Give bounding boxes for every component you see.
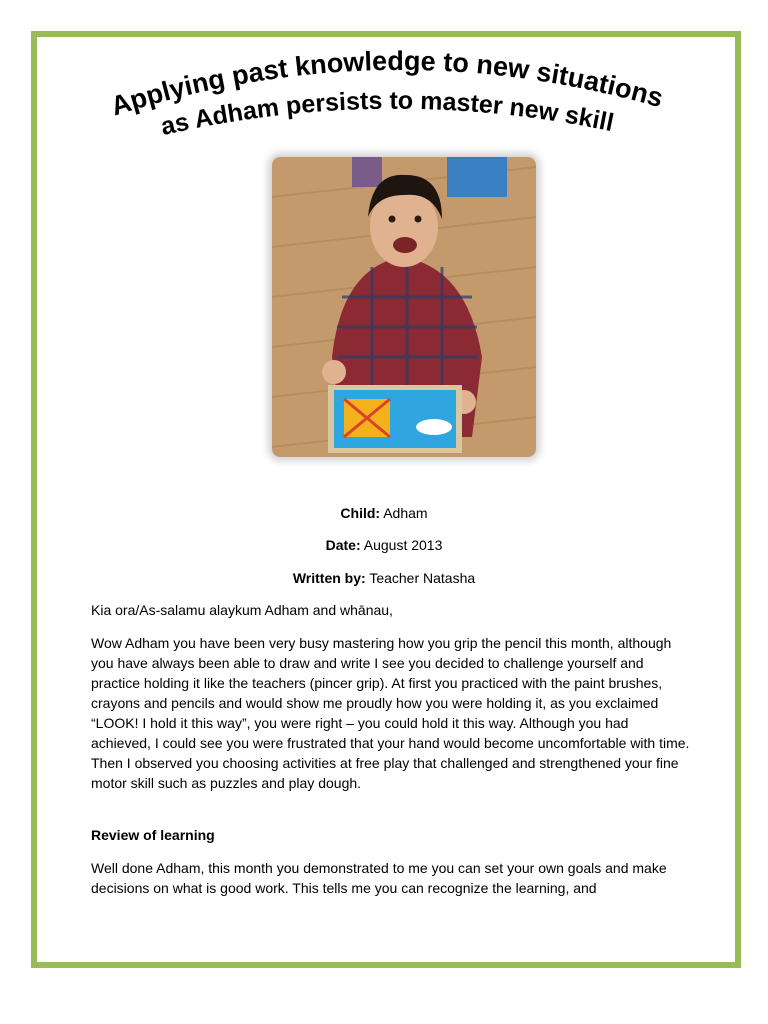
author-label: Written by:	[292, 570, 366, 586]
title-line-1: Applying past knowledge to new situations	[107, 45, 667, 122]
date-label: Date:	[325, 537, 361, 553]
child-value: Adham	[383, 505, 428, 521]
child-line	[0, 505, 768, 521]
greeting: Kia ora/As-salamu alaykum Adham and whānau,	[91, 602, 393, 618]
page-title	[40, 40, 730, 160]
review-heading: Review of learning	[91, 827, 215, 843]
title-line-2: as Adham persists to master new skill	[158, 86, 617, 141]
author-value: Teacher Natasha	[369, 570, 476, 586]
date-value: August 2013	[363, 537, 443, 553]
author-line	[0, 570, 768, 586]
date-line	[0, 537, 768, 553]
child-photo	[272, 157, 536, 457]
paragraph-2: Well done Adham, this month you demonstrated to me you can set your own goals and make decisions on what is good work. This tells me you can recognize the learning, and	[91, 860, 667, 896]
child-label: Child:	[340, 505, 381, 521]
paragraph-1: Wow Adham you have been very busy mastering how you grip the pencil this month, although you have always been able to draw and write I see you decided to challenge yourself and practice holding it like the teachers (pincer grip). At first you practiced with the paint brushes, crayons and pencils and would show me proudly how you were holding it, as you exclaimed “LOOK! I hold it this way”, you were right – you could hold it this way. Although you had achieved, I could see you were frustrated that your hand would become uncomfortable with time. Then I observed you choosing activities at free play that challenged and strengthened your fine motor skill such as puzzles and play dough.	[91, 635, 690, 791]
